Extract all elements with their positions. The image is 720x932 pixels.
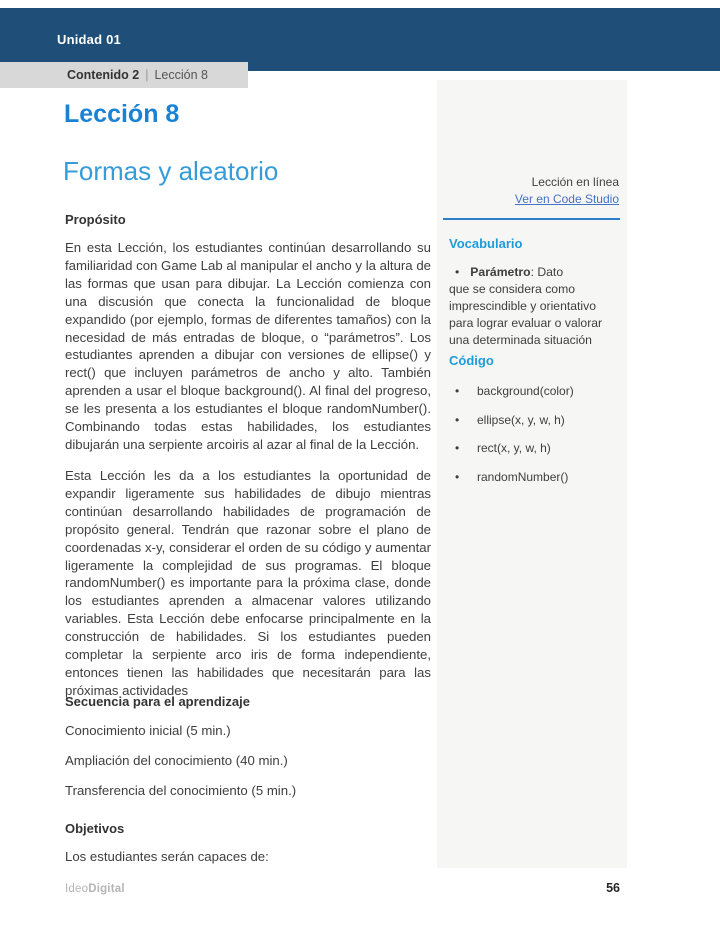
vocab-definition-lead: : Dato xyxy=(530,265,564,279)
breadcrumb-lesson: Lección 8 xyxy=(154,68,208,82)
online-lesson-block xyxy=(515,174,619,207)
code-item-label: background(color) xyxy=(477,384,574,398)
code-item xyxy=(449,383,620,400)
online-lesson-label: Lección en línea xyxy=(531,175,619,189)
code-item xyxy=(449,440,620,457)
sidebar-divider xyxy=(443,218,620,220)
purpose-paragraph-1: En esta Lección, los estudiantes continúan desarrollando su familiaridad con Game Lab al manipular el ancho y la altura de las formas que usan para dibujar. La Lección comienza con una discusión que conecta la funcionalidad de bloque expandido (por ejemplo, formas de diferentes tamaños) con la necesidad de más entradas de bloque, o “parámetros”. Los estudiantes aprenden a dibujar con versiones de ellipse() y rect() que incluyen parámetros de ancho y alto. También aprenden a usar el bloque background(). Al final del progreso, se les presenta a los estudiantes el bloque randomNumber(). Combinando todas estas habilidades, los estudiantes dibujarán una serpiente arcoiris al azar al final de la Lección. xyxy=(65,240,431,452)
objectives-heading: Objetivos xyxy=(65,821,125,836)
sequence-list xyxy=(65,722,431,812)
sidebar xyxy=(437,80,627,868)
purpose-heading: Propósito xyxy=(65,212,126,227)
sequence-heading: Secuencia para el aprendizaje xyxy=(65,694,250,709)
breadcrumb xyxy=(0,62,248,88)
page-title: Lección 8 xyxy=(64,100,180,128)
bullet-icon: • xyxy=(455,412,460,427)
vocabulary-heading: Vocabulario xyxy=(449,236,523,251)
page-number: 56 xyxy=(606,881,620,895)
sequence-item: Ampliación del conocimiento (40 min.) xyxy=(65,752,288,768)
code-studio-link[interactable]: Ver en Code Studio xyxy=(514,191,619,206)
bullet-icon: • xyxy=(455,265,460,279)
bullet-icon: • xyxy=(455,469,460,484)
brand-logo xyxy=(65,883,125,895)
vocabulary-entry xyxy=(449,264,620,349)
code-item xyxy=(449,412,620,429)
sequence-item: Transferencia del conocimiento (5 min.) xyxy=(65,782,297,798)
vocab-definition: que se considera como imprescindible y orientativo para lograr evaluar o valorar una determinada situación xyxy=(449,282,603,347)
purpose-paragraph-2: Esta Lección les da a los estudiantes la oportunidad de expandir ligeramente sus habilidades de dibujo mientras continúan desarrollando habilidades de programación de propósito general. Tendrán que razonar sobre el plano de coordenadas x-y, considerar el orden de su código y aumentar ligeramente la complejidad de sus programas. El bloque randomNumber() es importante para la próxima clase, donde los estudiantes aprenden a almacenar valores utilizando variables. Esta Lección debe enfocarse principalmente en la construcción de habilidades. Si los estudiantes pueden completar la serpiente arco iris de forma independiente, entonces tienen las habilidades que necesitarán para las próximas actividades xyxy=(65,468,431,698)
bullet-icon: • xyxy=(455,441,460,455)
page-subtitle: Formas y aleatorio xyxy=(63,156,279,186)
bullet-icon: • xyxy=(455,384,460,398)
code-heading: Código xyxy=(449,353,494,368)
code-item-label: ellipse(x, y, w, h) xyxy=(477,412,565,427)
sequence-item: Conocimiento inicial (5 min.) xyxy=(65,723,231,738)
code-list xyxy=(449,383,620,497)
code-item-label: rect(x, y, w, h) xyxy=(477,441,551,455)
breadcrumb-section: Contenido 2 xyxy=(67,68,140,82)
code-item-label: randomNumber() xyxy=(477,469,569,484)
unit-label: Unidad 01 xyxy=(57,32,121,47)
vocab-term: Parámetro xyxy=(470,265,531,279)
brand-regular: Ideo xyxy=(65,883,89,895)
objectives-intro: Los estudiantes serán capaces de: xyxy=(65,849,269,864)
brand-bold: Digital xyxy=(88,883,125,895)
code-item xyxy=(449,469,620,486)
breadcrumb-separator: | xyxy=(145,68,149,82)
